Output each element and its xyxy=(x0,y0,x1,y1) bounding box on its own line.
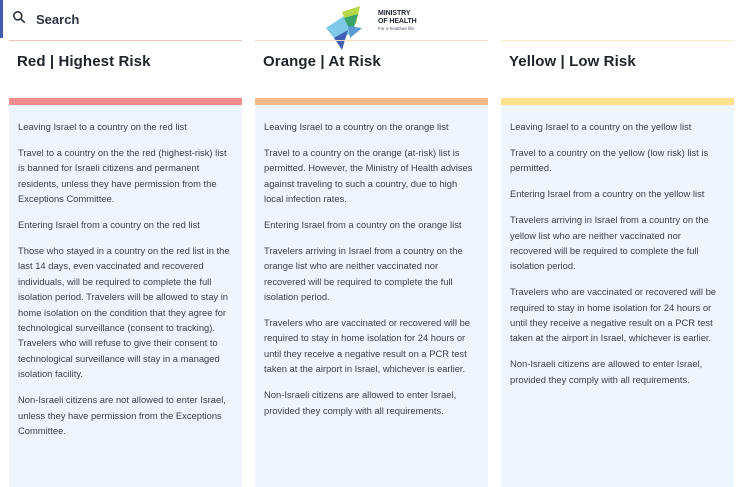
paragraph: Those who stayed in a country on the red list in the last 14 days, even vaccinated and recovered individuals, will be required to complete the full isolation period. Travelers will be allowed to stay in home isolation on the condition that they agree for technological surveillance (consent to tracking). Travelers who will refuse to give their consent to technological surveillance will stay in a managed isolation facility. xyxy=(18,244,230,380)
column-card xyxy=(255,105,488,487)
search-button[interactable] xyxy=(12,8,79,30)
search-label: Search xyxy=(36,11,80,27)
column-card xyxy=(9,105,242,487)
logo-name: MINISTRY OF HEALTH xyxy=(378,10,417,25)
focus-edge xyxy=(0,0,3,38)
column-top-divider xyxy=(255,40,488,41)
column-card xyxy=(501,105,734,487)
paragraph: Non-Israeli citizens are not allowed to enter Israel, unless they have permission from the Exceptions Committee. xyxy=(18,394,226,436)
paragraph: Non-Israeli citizens are allowed to enter Israel, provided they comply with all requirements. xyxy=(510,358,703,385)
paragraph: Travel to a country on the orange (at-risk) list is permitted. However, the Ministry of Health advises against traveling to such a country, due to high local infection rates. xyxy=(264,146,473,205)
risk-color-bar xyxy=(9,98,242,105)
column-top-divider xyxy=(9,40,242,41)
column-title: Yellow | Low Risk xyxy=(509,53,636,70)
ministry-of-health-logo[interactable] xyxy=(322,4,422,50)
column-title: Orange | At Risk xyxy=(263,53,381,70)
paragraph: Travelers who are vaccinated or recovered will be required to stay in home isolation for 24 hours or until they receive a negative result on a PCR test taken at the airport in Israel, whichever is earlier. xyxy=(510,286,716,344)
logo-mark-icon xyxy=(322,4,372,50)
paragraph: Travelers arriving in Israel from a country on the orange list who are neither vaccinated nor recovered will be required to complete the full isolation period. xyxy=(264,244,463,303)
paragraph: Travelers who are vaccinated or recovered will be required to stay in home isolation for 24 hours or until they receive a negative result on a PCR test taken at the airport in Israel, whichever is earlier. xyxy=(264,317,470,375)
section-heading-leaving: Leaving Israel to a country on the red list xyxy=(18,121,187,132)
logo-tagline: For a healthier life xyxy=(378,26,415,31)
paragraph: Non-Israeli citizens are allowed to enter Israel, provided they comply with all requirements. xyxy=(264,389,457,416)
search-icon xyxy=(12,10,26,29)
section-heading-entering: Entering Israel from a country on the yellow list xyxy=(510,188,705,200)
risk-color-bar xyxy=(501,98,734,105)
section-heading-entering: Entering Israel from a country on the orange list xyxy=(264,219,462,231)
paragraph: Travelers arriving in Israel from a country on the yellow list who are neither vaccinated nor recovered will be required to complete the full isolation period. xyxy=(510,214,709,272)
column-title: Red | Highest Risk xyxy=(17,53,151,70)
paragraph: Travel to a country on the the red (highest-risk) list is banned for Israeli citizens and permanent residents, unless they have permission from the Exceptions Committee. xyxy=(18,146,227,205)
section-heading-leaving: Leaving Israel to a country on the yellow list xyxy=(510,121,692,132)
paragraph: Travel to a country on the yellow (low risk) list is permitted. xyxy=(510,146,709,174)
top-bar xyxy=(0,0,743,40)
risk-color-bar xyxy=(255,98,488,105)
section-heading-leaving: Leaving Israel to a country on the orange list xyxy=(264,121,449,132)
column-top-divider xyxy=(501,40,734,41)
section-heading-entering: Entering Israel from a country on the red list xyxy=(18,219,200,231)
